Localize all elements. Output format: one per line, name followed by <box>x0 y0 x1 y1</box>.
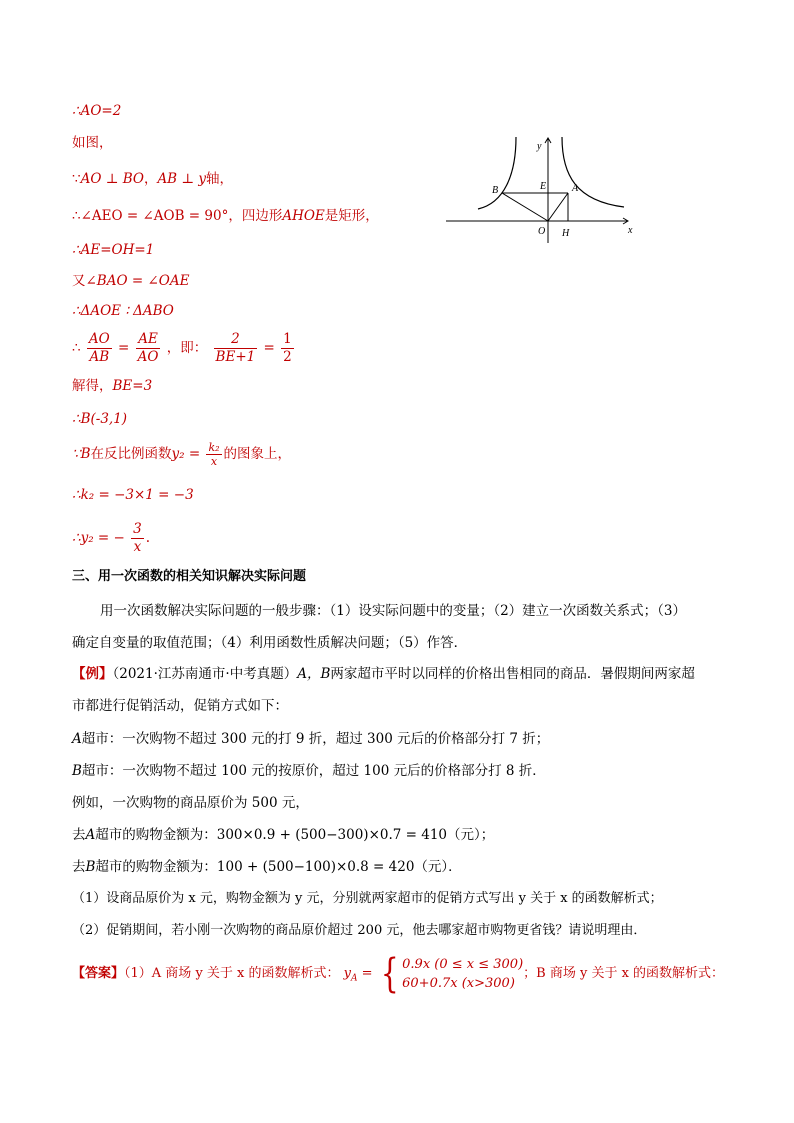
solution-line-y2: ∴y₂ = − $\frac{3}{x}$ . <box>72 521 151 555</box>
ratio-fraction-2-be: $\frac{2}{BE+1}$ <box>215 331 256 365</box>
label-x: x <box>628 225 633 236</box>
solution-line-as-figure: 如图， <box>72 135 113 151</box>
section-title: 三、用一次函数的相关知识解决实际问题 <box>72 569 307 584</box>
example-tag: 【例】 <box>72 666 113 682</box>
question-1: （1）设商品原价为 x 元，购物金额为 y 元，分别就两家超市的促销方式写出 y 关于 x 的函数解析式； <box>72 891 663 906</box>
k2-over-x-fraction: $\frac{\text{k₂}}{x}$ <box>208 441 220 468</box>
solution-line-angle: 又∠BAO = ∠OAE <box>72 273 190 289</box>
segment-bo <box>502 193 548 221</box>
label-h: H <box>562 228 570 239</box>
segment-ao <box>548 193 568 221</box>
question-2: （2）促销期间，若小刚一次购物的商品原价超过 200 元，他去哪家超市购物更省钱？请说明理由． <box>72 923 647 938</box>
example-intro: 【例】（2021·江苏南通市·中考真题）A，B两家超市平时以同样的价格出售相同的商品．暑假期间两家超 <box>72 666 695 682</box>
example-500: 例如，一次购物的商品原价为 500 元， <box>72 795 309 811</box>
solution-line-similar: ∴ΔAOE ∶ ΔABO <box>72 303 174 319</box>
solution-line-ratio: ∴ $\frac{AO}{AB}$ = $\frac{AE}{AO}$ ，即： $\frac{2}{BE+1}$ = $\frac{1}{2}$ <box>72 331 292 365</box>
steps-paragraph-line1: 用一次函数解决实际问题的一般步骤：（1）设实际问题中的变量；（2）建立一次函数关系式；（3） <box>100 603 687 619</box>
go-b-amount: 去B超市的购物金额为：100 + (500−100)×0.8 = 420（元）． <box>72 859 462 875</box>
go-a-amount: 去A超市的购物金额为：300×0.9 + (500−300)×0.7 = 410（元）； <box>72 827 495 843</box>
supermarket-b-rule: B超市：一次购物不超过 100 元的按原价，超过 100 元后的价格部分打 8 折． <box>72 763 546 779</box>
example-intro-line2: 市都进行促销活动，促销方式如下： <box>72 698 288 714</box>
steps-paragraph-line2: 确定自变量的取值范围；（4）利用函数性质解决问题；（5）作答． <box>72 635 468 651</box>
solution-line-k2: ∴k₂ = −3×1 = −3 <box>72 487 194 503</box>
answer-tag: 【答案】 <box>72 966 125 981</box>
label-y: y <box>537 141 542 152</box>
solution-line-perpendicular: ∵AO ⊥ BO，AB ⊥ y轴， <box>72 171 234 187</box>
label-o: O <box>538 226 546 237</box>
three-over-x-fraction: $\frac{3}{x}$ <box>133 521 142 555</box>
solution-line-rectangle: ∴∠AEO = ∠AOB = 90°，四边形AHOE是矩形， <box>72 208 379 224</box>
solution-line-ao: ∴AO=2 <box>72 103 122 119</box>
piecewise-cases: 0.9x (0 ≤ x ≤ 300) 60+0.7x (x>300) <box>402 956 524 991</box>
solution-line-be: 解得，BE=3 <box>72 378 153 394</box>
ratio-fraction-ae-ao: $\frac{AE}{AO}$ <box>137 331 159 365</box>
solution-line-point-b: ∴B(-3,1) <box>72 411 128 427</box>
label-e: E <box>540 181 547 192</box>
supermarket-a-rule: A超市：一次购物不超过 300 元的打 9 折，超过 300 元后的价格部分打 7 折； <box>72 731 550 747</box>
label-a: A <box>572 183 579 194</box>
solution-line-ae-oh: ∴AE=OH=1 <box>72 242 155 258</box>
hyperbola-figure <box>444 135 634 247</box>
piecewise-brace: { <box>380 950 399 997</box>
label-b: B <box>492 185 499 196</box>
right-hyperbola-curve <box>562 137 624 207</box>
ratio-fraction-half: $\frac{1}{2}$ <box>283 331 292 365</box>
answer-line: 【答案】（1）A 商场 y 关于 x 的函数解析式： $y_A$ = { 0.9x (0 ≤ x ≤ 300) 60+0.7x (x>300) ；B 商场 y 关于 x 的函数解析式： <box>72 950 725 997</box>
solution-line-inverse-function: ∵B在反比例函数y₂ = $\frac{\text{k₂}}{x}$ 的图象上， <box>72 441 292 468</box>
ratio-fraction-ao-ab: $\frac{AO}{AB}$ <box>88 331 110 365</box>
